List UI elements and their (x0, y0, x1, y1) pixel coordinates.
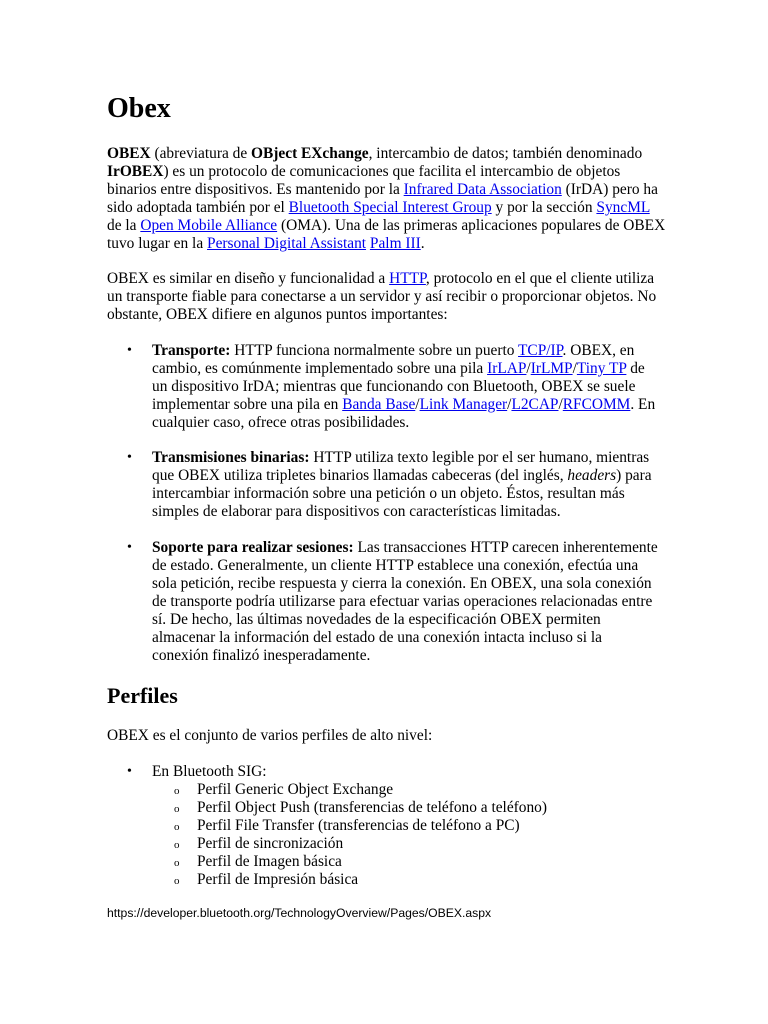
list-item-binary (152, 449, 658, 521)
link-bluetooth-sig[interactable]: Bluetooth Special Interest Group (288, 199, 492, 216)
link-open-mobile-alliance[interactable]: Open Mobile Alliance (140, 217, 278, 234)
binary-text-2: ) para intercambiar información sobre una petición o un objeto. Éstos, resultan más simples de elaborar para dispositivos con características limitadas. (152, 467, 652, 520)
separator: / (415, 396, 420, 413)
comparison-paragraph (107, 270, 667, 324)
binary-label: Transmisiones binarias: (152, 449, 310, 466)
sublist-item: o Perfil de sincronización (197, 835, 547, 853)
binary-text-1: HTTP utiliza texto legible por el ser humano, mientras que OBEX utiliza tripletes binarios llamadas cabeceras (del inglés, (152, 449, 650, 484)
intro-text-4: (IrDA) pero ha sido adoptada también por el (107, 181, 658, 216)
intro-text-6: de la (107, 217, 141, 234)
separator: / (572, 360, 577, 377)
profiles-sublist (197, 781, 547, 889)
separator: / (558, 396, 563, 413)
list-item-transport (152, 342, 658, 432)
separator: / (526, 360, 531, 377)
separator: / (507, 396, 512, 413)
intro-text-7: (OMA). Una de las primeras aplicaciones populares de OBEX tuvo lugar en la (107, 217, 666, 252)
transport-label: Transporte: (152, 342, 231, 359)
transport-text-1: HTTP funciona normalmente sobre un puerto (230, 342, 519, 359)
transport-text-4: . En cualquier caso, ofrece otras posibilidades. (152, 396, 656, 431)
link-irlmp[interactable]: IrLMP (530, 360, 573, 377)
sublist-item: o Perfil File Transfer (transferencias de teléfono a PC) (197, 817, 547, 835)
transport-text-2: . OBEX, en cambio, es comúnmente implementado sobre una pila (152, 342, 635, 377)
list-item-bluetooth-sig (152, 763, 658, 781)
intro-text-5: y por la sección (491, 199, 597, 216)
intro-text-9: . (420, 235, 425, 252)
sublist-item: o Perfil Generic Object Exchange (197, 781, 547, 799)
link-tiny-tp[interactable]: Tiny TP (576, 360, 627, 377)
link-banda-base[interactable]: Banda Base (342, 396, 416, 413)
term-object-exchange: OBject EXchange (251, 145, 369, 162)
group-label: En Bluetooth SIG: (152, 763, 267, 780)
link-rfcomm[interactable]: RFCOMM (562, 396, 631, 413)
link-l2cap[interactable]: L2CAP (511, 396, 559, 413)
link-irlap[interactable]: IrLAP (487, 360, 527, 377)
intro-text-2: , intercambio de datos; también denominado (368, 145, 643, 162)
sessions-label: Soporte para realizar sesiones: (152, 539, 354, 556)
sublist-item: o Perfil de Impresión básica (197, 871, 547, 889)
intro-text-1: (abreviatura de (150, 145, 252, 162)
section-heading-perfiles: Perfiles (107, 683, 178, 708)
term-irobex: IrOBEX (107, 163, 164, 180)
link-http[interactable]: HTTP (389, 270, 426, 287)
transport-text-3: de un dispositivo IrDA; mientras que funcionando con Bluetooth, OBEX se suele implementar sobre una pila en (152, 360, 645, 413)
sublist-item: o Perfil de Imagen básica (197, 853, 547, 871)
link-tcp-ip[interactable]: TCP/IP (518, 342, 563, 359)
comparison-text-2: , protocolo en el que el cliente utiliza un transporte fiable para conectarse a un servidor y así recibir o proporcionar objetos. No obstante, OBEX difiere en algunos puntos importantes: (107, 270, 657, 323)
sublist-item: o Perfil Object Push (transferencias de teléfono a teléfono) (197, 799, 547, 817)
intro-paragraph (107, 145, 667, 253)
list-item-sessions (152, 539, 658, 665)
profiles-intro: OBEX es el conjunto de varios perfiles de alto nivel: (107, 727, 433, 744)
term-obex: OBEX (107, 145, 151, 162)
link-syncml[interactable]: SyncML (596, 199, 650, 216)
link-personal-digital-assistant[interactable]: Personal Digital Assistant (207, 235, 367, 252)
link-palm-iii[interactable]: Palm III (369, 235, 421, 252)
page-title: Obex (107, 93, 171, 124)
link-infrared-data-association[interactable]: Infrared Data Association (403, 181, 562, 198)
intro-text-3: ) es un protocolo de comunicaciones que facilita el intercambio de objetos binarios entre dispositivos. Es mantenido por la (107, 163, 621, 198)
source-url: https://developer.bluetooth.org/TechnologyOverview/Pages/OBEX.aspx (107, 906, 492, 920)
sessions-text-1: Las transacciones HTTP carecen inherentemente de estado. Generalmente, un cliente HTTP establece una conexión, efectúa una sola petición, recibe respuesta y cierra la conexión. En OBEX, una sola conexión de transporte podría utilizarse para efectuar varias operaciones relacionadas entre sí. De hecho, las últimas novedades de la especificación OBEX permiten almacenar la información del estado de una conexión intacta incluso si la conexión finalizó inesperadamente. (152, 539, 658, 664)
link-link-manager[interactable]: Link Manager (419, 396, 508, 413)
comparison-text-1: OBEX es similar en diseño y funcionalidad a (107, 270, 390, 287)
term-headers: headers (567, 467, 617, 484)
